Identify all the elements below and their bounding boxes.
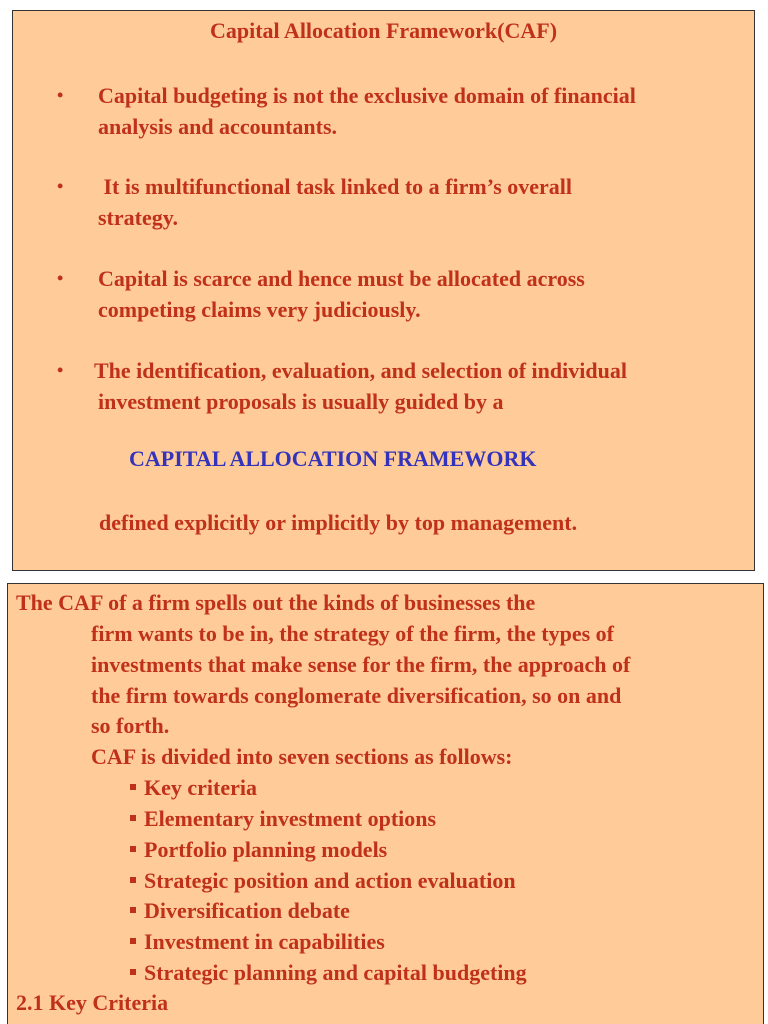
bullet-line: competing claims very judiciously. xyxy=(98,297,421,322)
section-list-item: Strategic position and action evaluation xyxy=(130,866,516,896)
bullet-item xyxy=(57,80,747,142)
slide-caf-overview xyxy=(12,10,755,571)
section-heading: 2.1 Key Criteria xyxy=(16,990,169,1015)
bullet-dot-icon: • xyxy=(57,85,64,105)
paragraph-line: firm wants to be in, the strategy of the firm, the types of xyxy=(91,621,615,646)
section-list-item: Strategic planning and capital budgeting xyxy=(130,958,527,988)
square-bullet-icon xyxy=(130,938,136,944)
bullet-line: Capital is scarce and hence must be allocated across xyxy=(98,266,585,291)
bullet-dot-icon: • xyxy=(57,268,64,288)
bullet-item xyxy=(57,263,747,325)
paragraph-line: the firm towards conglomerate diversification, so on and xyxy=(91,683,622,708)
bullet-item xyxy=(57,355,747,417)
square-bullet-icon xyxy=(130,784,136,790)
bullet-dot-icon: • xyxy=(57,176,64,196)
section-list-item: Elementary investment options xyxy=(130,804,436,834)
closing-text: defined explicitly or implicitly by top management. xyxy=(99,510,578,535)
paragraph-line: so forth. xyxy=(91,713,170,738)
section-list-item: Investment in capabilities xyxy=(130,927,385,957)
bullet-line: strategy. xyxy=(98,205,179,230)
square-bullet-icon xyxy=(130,907,136,913)
slide-title: Capital Allocation Framework(CAF) xyxy=(209,18,558,43)
square-bullet-icon xyxy=(130,846,136,852)
bullet-line: The identification, evaluation, and selection of individual xyxy=(94,358,627,383)
slide-caf-sections xyxy=(7,583,764,1024)
bullet-line: It is multifunctional task linked to a firm’s overall xyxy=(98,174,573,199)
square-bullet-icon xyxy=(130,969,136,975)
bullet-line: Capital budgeting is not the exclusive domain of financial xyxy=(98,83,636,108)
bullet-item xyxy=(57,171,747,233)
bullet-dot-icon: • xyxy=(57,360,64,380)
paragraph-line: investments that make sense for the firm, the approach of xyxy=(91,652,631,677)
section-list-item: Portfolio planning models xyxy=(130,835,387,865)
section-list-item: Diversification debate xyxy=(130,896,350,926)
sections-intro: CAF is divided into seven sections as follows: xyxy=(91,744,513,769)
bullet-line: analysis and accountants. xyxy=(98,114,338,139)
section-list-item: Key criteria xyxy=(130,773,257,803)
square-bullet-icon xyxy=(130,815,136,821)
square-bullet-icon xyxy=(130,877,136,883)
paragraph-line: The CAF of a firm spells out the kinds of businesses the xyxy=(16,590,536,615)
caf-highlight-text: CAPITAL ALLOCATION FRAMEWORK xyxy=(129,446,537,471)
bullet-line: investment proposals is usually guided by a xyxy=(98,389,504,414)
